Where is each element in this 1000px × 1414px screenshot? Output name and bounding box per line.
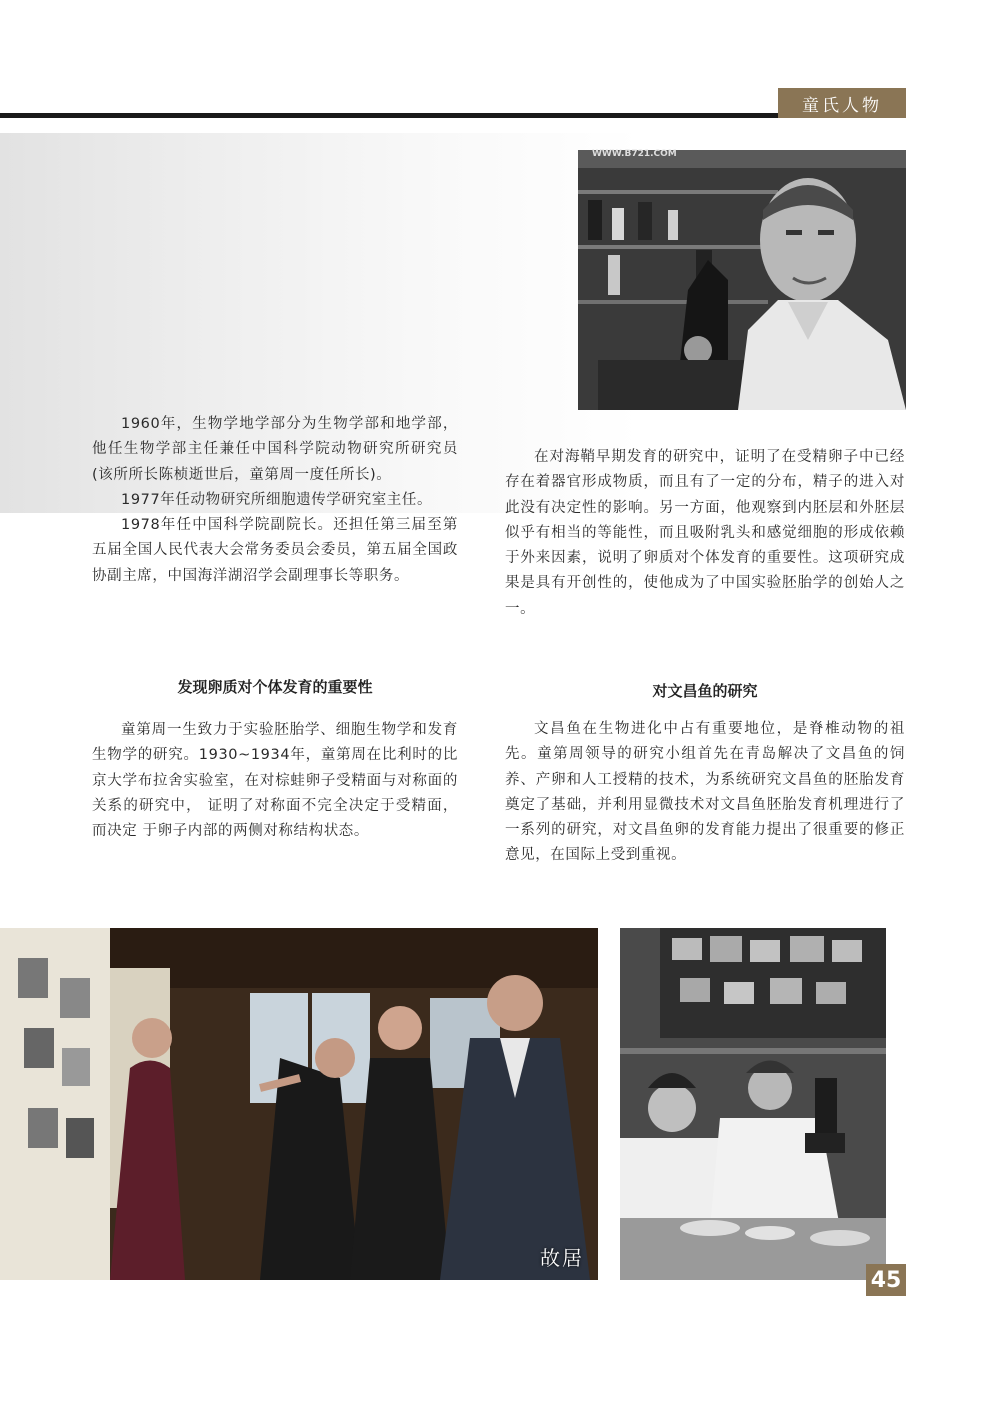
portrait-photo (578, 150, 906, 410)
section-heading: 对文昌鱼的研究 (652, 682, 758, 700)
photo-watermark: WWW.B721.COM (592, 149, 677, 159)
section-title: 童氏人物 (802, 95, 882, 116)
section-heading: 发现卵质对个体发育的重要性 (177, 678, 373, 696)
header-rule (0, 113, 778, 118)
left-column-top (92, 412, 458, 589)
paragraph: 在对海鞘早期发育的研究中，证明了在受精卵子中已经存在着器官形成物质，而且有了一定的分布，精子的进入对此没有决定性的影响。另一方面，他观察到内胚层和外胚层似乎有相当的等能性，而且吸附乳头和感觉细胞的形成依赖于外来因素，说明了卵质对个体发育的重要性。这项研究成果是具有开创性的，使他成为了中国实验胚胎学的创始人之一。 (505, 449, 905, 617)
right-column-top (505, 445, 905, 622)
paragraph: 1977年任动物研究所细胞遗传学研究室主任。 (121, 491, 433, 508)
photo-caption: 故居 (540, 1246, 584, 1270)
laboratory-photo (620, 928, 886, 1280)
paragraph: 文昌鱼在生物进化中占有重要地位，是脊椎动物的祖先。童第周领导的研究小组首先在青岛解决了文昌鱼的饲养、产卵和人工授精的技术，为系统研究文昌鱼的胚胎发育奠定了基础，并利用显微技术对文昌鱼胚胎发育机理进行了一系列的研究，对文昌鱼卵的发育能力提出了很重要的修正意见，在国际上受到重视。 (505, 721, 905, 864)
paragraph: 1960年，生物学地学部分为生物学部和地学部，他任生物学部主任兼任中国科学院动物研究所研究员(该所所长陈桢逝世后，童第周一度任所长)。 (92, 416, 458, 483)
paragraph: 1978年任中国科学院副院长。还担任第三届至第五届全国人民代表大会常务委员会委员，第五届全国政协副主席，中国海洋湖沼学会副理事长等职务。 (92, 517, 458, 584)
page-number-badge (866, 1264, 906, 1296)
paragraph: 童第周一生致力于实验胚胎学、细胞生物学和发育生物学的研究。1930~1934年，童第周在比利时的比京大学布拉舍实验室，在对棕蛙卵子受精面与对称面的关系的研究中， 证明了对称面不完全决定于受精面，而决定 于卵子内部的两侧对称结构状态。 (92, 722, 458, 840)
right-column-bottom (505, 717, 905, 869)
residence-photo (0, 928, 598, 1280)
left-column-bottom (92, 718, 458, 844)
section-tab (778, 88, 906, 118)
page-number: 45 (870, 1267, 902, 1293)
